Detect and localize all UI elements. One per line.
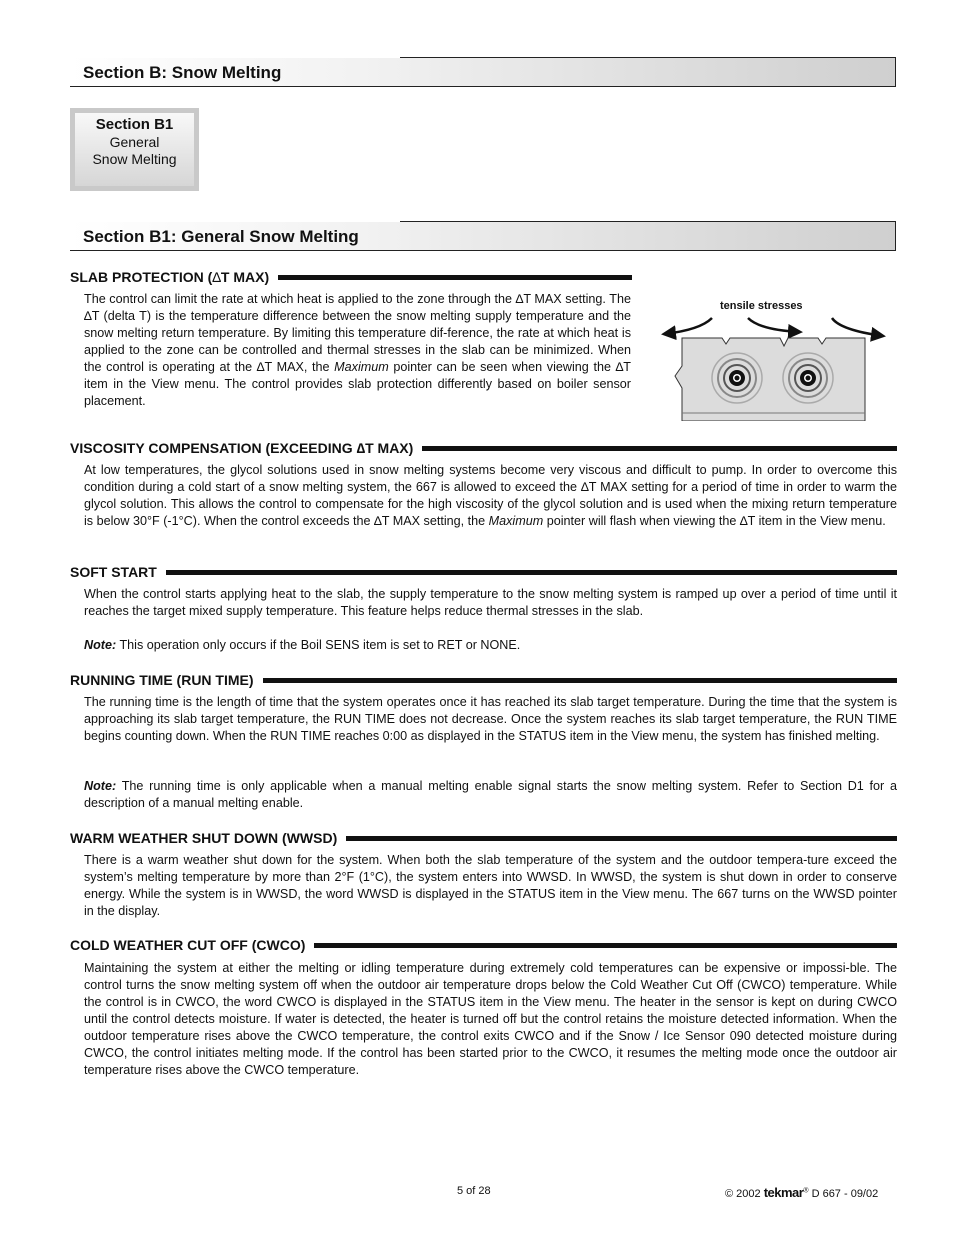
cwco-heading: COLD WEATHER CUT OFF (CWCO) — [70, 936, 897, 954]
soft-start-note: Note: This operation only occurs if the Boil SENS item is set to RET or NONE. — [84, 638, 521, 652]
cwco-body: Maintaining the system at either the melting or idling temperature during extremely cold temperatures can be expensive or impossi-ble. The control turns the snow melting system off when the outdoor air temperature drops below the Cold Weather Cut Off (CWCO) temperature. While the control is in CWCO, the word CWCO is displayed in the STATUS item in the View menu. The heater in the sensor is kept on during CWCO until the control detects moisture. If water is detected, the heater is turned off but the control retains the moisture detected information. When the outdoor temperature rises above the CWCO temperature, the control exits CWCO and if the Snow / Ice Sensor 090 detected moisture during CWCO, the control initiates melting mode. If the control has been started prior to the CWCO, it resumes the melting mode once the outdoor air temperature rises above the CWCO temperature. — [84, 961, 897, 1077]
section-b1-tab — [70, 108, 199, 191]
run-time-body: The running time is the length of time that the system operates once it has reached its slab target temperature. During the time that the system is approaching its slab target temperature, the RUN TIME does not decrease. Once the system reaches its slab target temperature, the RUN TIME begins counting down. When the RUN TIME reaches 0:00 as displayed in the STATUS item in the View menu, the system has finished melting. — [84, 695, 897, 743]
page-number: 5 of 28 — [457, 1185, 491, 1197]
slab-protection-body: The control can limit the rate at which heat is applied to the zone through the ∆T MAX setting. The ∆T (delta T) is the temperature difference between the snow melting supply temperature and the snow melting return temperature. By limiting this temperature dif-ference, the rate at which heat is applied to the zone can be controlled and thermal stresses in the slab can be minimized. When the control is operating at the ∆T MAX, the Maximum pointer can be seen when viewing the ∆T item in the View menu. The control provides slab protection differently based on boiler sensor placement. — [84, 292, 631, 408]
section-box-line2: Snow Melting — [92, 151, 177, 167]
section-box-heading: Section B1 — [95, 116, 174, 133]
slab-protection-heading: SLAB PROTECTION ( ∆ T MAX) — [70, 268, 632, 286]
viscosity-body: At low temperatures, the glycol solutions used in snow melting systems become very viscous and difficult to pump. In order to overcome this condition during a cold start of a snow melting system, the 667 is allowed to exceed the ∆T MAX setting for a period of time in order to warm the glycol solution. This allows the control to compensate for the high viscosity of the glycol solution and is used when the mixing return temperature is below 30°F (-1°C). When the control exceeds the ∆T MAX setting, the Maximum pointer will flash when viewing the ∆T item in the View menu. — [84, 463, 897, 528]
soft-start-heading: SOFT START — [70, 563, 897, 581]
heading-rule — [263, 678, 897, 683]
heading-rule — [422, 446, 897, 451]
wwsd-heading: WARM WEATHER SHUT DOWN (WWSD) — [70, 829, 897, 847]
section-box-line1: General — [109, 134, 160, 150]
slab-stress-figure — [660, 296, 895, 421]
heading-rule — [346, 836, 897, 841]
heading-rule — [278, 275, 632, 280]
section-b1-title: Section B1: General Snow Melting — [83, 227, 359, 246]
heading-rule — [314, 943, 897, 948]
section-b-header — [70, 57, 896, 87]
copyright: © 2002 tekmar® D 667 - 09/02 — [725, 1185, 879, 1200]
run-time-heading: RUNNING TIME (RUN TIME) — [70, 671, 897, 689]
heading-rule — [166, 570, 897, 575]
section-b1-header — [70, 221, 896, 251]
slab-illustration — [660, 296, 895, 421]
viscosity-heading: VISCOSITY COMPENSATION (EXCEEDING ∆T MAX) — [70, 439, 897, 457]
wwsd-body: There is a warm weather shut down for the system. When both the slab temperature of the system and the outdoor tempera-ture exceed the system’s melting temperature by more than 2°F (1°C), the system enters into WWSD. In WWSD, the system is shut down in order to conserve energy. While the system is in WWSD, the word WWSD is displayed in the STATUS item in the View menu. The 667 turns on the WWSD pointer in the display. — [84, 853, 897, 918]
run-time-note: Note: The running time is only applicable when a manual melting enable signal starts the snow melting system. Refer to Section D1 for a description of a manual melting enable. — [84, 779, 897, 810]
tekmar-logo: tekmar — [763, 1185, 804, 1200]
soft-start-body: When the control starts applying heat to the slab, the supply temperature to the snow melting system is ramped up over a period of time until it reaches the target mixed supply temperature. This feature helps reduce thermal stresses in the slab. — [84, 587, 897, 618]
section-b-title: Section B: Snow Melting — [83, 63, 282, 82]
figure-label: tensile stresses — [720, 300, 803, 312]
